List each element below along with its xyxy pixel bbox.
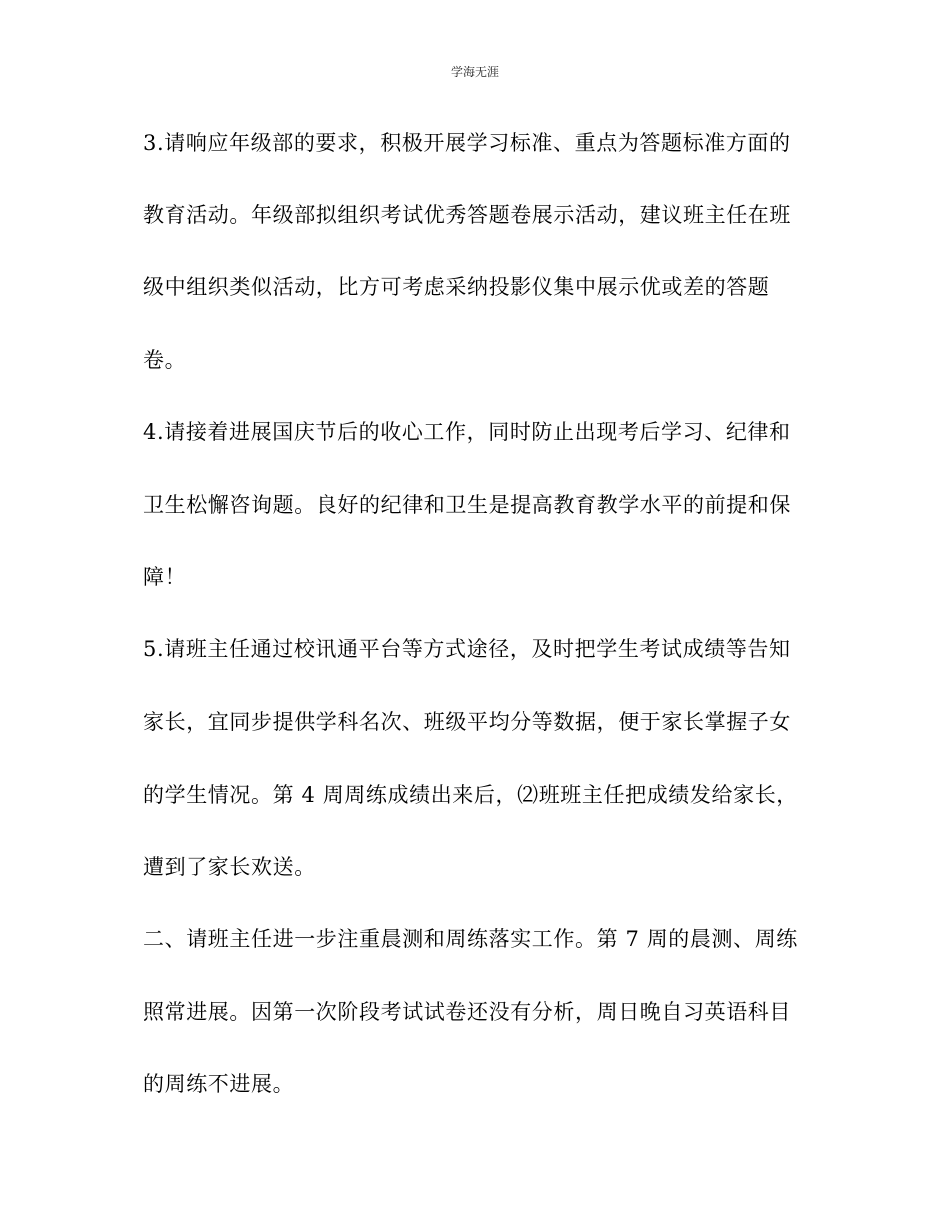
text-line: 的周练不进展。 xyxy=(143,1072,295,1096)
text-line: 家长，宜同步提供学科名次、班级平均分等数据，便于家长掌握子女 xyxy=(143,710,791,734)
text-line: 教育活动。年级部拟组织考试优秀答题卷展示活动，建议班主任在班 xyxy=(143,203,791,227)
text-line: 3.请响应年级部的要求，积极开展学习标准、重点为答题标准方面的 xyxy=(143,131,791,155)
page-header: 学海无涯 xyxy=(450,65,499,79)
text-line: 卫生松懈咨询题。良好的纪律和卫生是提高教育教学水平的前提和保 xyxy=(143,493,791,517)
text-line: 遭到了家长欢送。 xyxy=(143,855,316,879)
text-line: 的学生情况。第 4 周周练成绩出来后，⑵班班主任把成绩发给家长， xyxy=(143,783,798,807)
text-line: 4.请接着进展国庆节后的收心工作，同时防止出现考后学习、纪律和 xyxy=(143,420,791,444)
text-line: 级中组织类似活动，比方可考虑采纳投影仪集中展示优或差的答题 xyxy=(143,275,770,299)
text-line: 5.请班主任通过校讯通平台等方式途径，及时把学生考试成绩等告知 xyxy=(143,637,791,661)
text-line: 二、请班主任进一步注重晨测和周练落实工作。第 7 周的晨测、周练 xyxy=(143,927,798,951)
text-line: 照常进展。因第一次阶段考试试卷还没有分析，周日晚自习英语科目 xyxy=(143,1000,791,1024)
text-line: 卷。 xyxy=(143,348,187,372)
text-line: 障！ xyxy=(143,565,187,589)
